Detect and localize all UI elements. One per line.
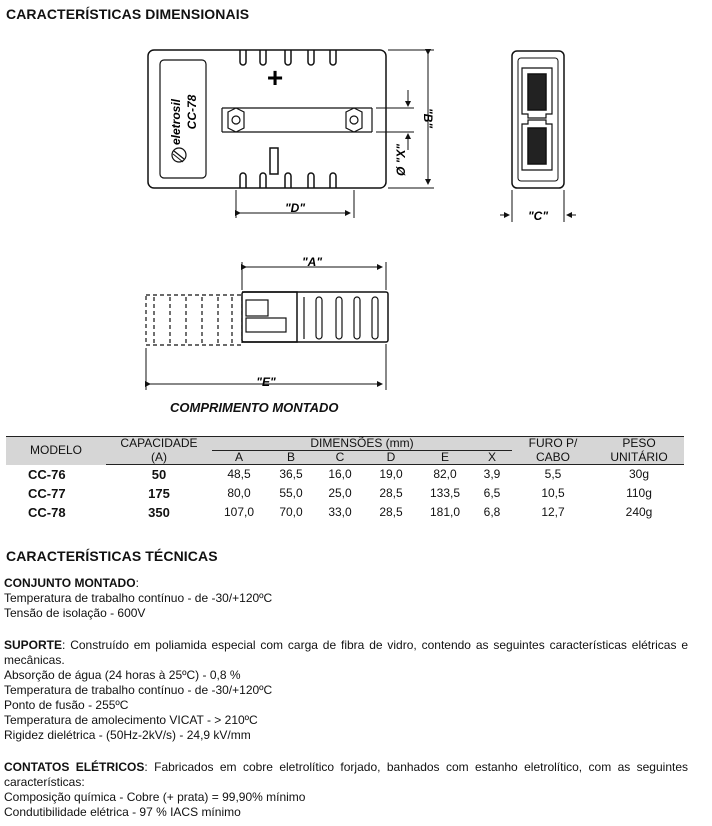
- model-label: CC-78: [185, 94, 199, 130]
- contatos-block: [4, 760, 688, 820]
- conjunto-line: Tensão de isolação - 600V: [4, 606, 146, 620]
- cell-capacidade: 50: [151, 467, 167, 482]
- cell-x: 3,9: [483, 467, 501, 481]
- table-row: [6, 484, 684, 503]
- dim-d-label: "D": [284, 201, 306, 215]
- header-modelo: MODELO: [6, 437, 106, 465]
- assembled-view: [146, 292, 388, 345]
- header-col-b: B: [266, 451, 316, 465]
- contatos-intro: : Fabricados em cobre eletrolítico forjado, banhados com estanho eletrolítico, com as seguintes características:: [4, 760, 689, 789]
- cell-a: 48,5: [227, 467, 251, 481]
- suporte-line: Absorção de água (24 horas à 25ºC) - 0,8 %: [4, 668, 241, 682]
- cell-e: 181,0: [429, 505, 461, 519]
- cell-modelo: CC-77: [28, 486, 66, 501]
- header-col-c: C: [316, 451, 364, 465]
- cell-modelo: CC-78: [28, 505, 66, 520]
- dim-c-label: "C": [527, 209, 549, 223]
- dimensions-table: [6, 436, 684, 522]
- conjunto-colon: :: [135, 576, 139, 590]
- conjunto-montado-block: [4, 576, 688, 621]
- cell-peso: 240g: [625, 505, 653, 519]
- suporte-line: Rigidez dielétrica - (50Hz-2kV/s) - 24,9 kV/mm: [4, 728, 251, 742]
- suporte-block: [4, 638, 688, 743]
- section-title-dimensional: CARACTERÍSTICAS DIMENSIONAIS: [6, 6, 250, 22]
- conjunto-line: Temperatura de trabalho contínuo - de -30/+120ºC: [4, 591, 273, 605]
- header-furo: FURO P/: [512, 437, 594, 451]
- cell-x: 6,8: [483, 505, 501, 519]
- cell-modelo: CC-76: [28, 466, 66, 482]
- cell-furo: 10,5: [541, 486, 565, 500]
- header-col-d: D: [364, 451, 418, 465]
- cell-furo: 12,7: [541, 505, 565, 519]
- header-dimensoes: DIMENSÕES (mm): [212, 437, 512, 451]
- cell-b: 55,0: [279, 486, 303, 500]
- cell-e: 133,5: [429, 486, 461, 500]
- suporte-line: Ponto de fusão - 255ºC: [4, 698, 129, 712]
- cell-peso: 110g: [626, 486, 652, 500]
- cell-c: 33,0: [328, 505, 352, 519]
- conjunto-heading: CONJUNTO MONTADO: [4, 576, 136, 590]
- contatos-line: Composição química - Cobre (+ prata) = 99,90% mínimo: [4, 790, 306, 804]
- contatos-line: Condutibilidade elétrica - 97 % IACS mínimo: [4, 805, 241, 819]
- header-furo-cabo: CABO: [512, 451, 594, 465]
- header-peso-unitario: UNITÁRIO: [594, 451, 684, 465]
- suporte-heading: SUPORTE: [4, 638, 63, 652]
- cell-e: 82,0: [433, 467, 457, 481]
- cell-capacidade: 350: [148, 505, 170, 520]
- table-row: [6, 503, 684, 522]
- cell-a: 80,0: [227, 486, 251, 500]
- header-col-x: X: [472, 451, 512, 465]
- cell-peso: 30g: [628, 467, 650, 481]
- brand-logo: eletrosil: [169, 98, 183, 146]
- plus-symbol: +: [266, 62, 284, 93]
- section-title-technical: CARACTERÍSTICAS TÉCNICAS: [6, 548, 218, 564]
- dim-e-label: "E": [256, 375, 276, 389]
- header-capacidade-unit: (A): [106, 451, 212, 465]
- dim-b-label: "B": [421, 107, 435, 129]
- suporte-intro: : Construído em poliamida especial com carga de fibra de vidro, contendo as seguintes características elétricas e mecânicas.: [4, 638, 688, 667]
- header-peso: PESO: [594, 437, 684, 451]
- header-capacidade: CAPACIDADE: [106, 437, 212, 451]
- cell-furo: 5,5: [544, 467, 562, 481]
- assembled-length-caption: COMPRIMENTO MONTADO: [170, 400, 339, 415]
- dim-x-label: Ø "X": [394, 143, 408, 177]
- dim-a-label: "A": [301, 255, 323, 269]
- cell-x: 6,5: [483, 486, 501, 500]
- cell-d: 28,5: [379, 486, 403, 500]
- cell-d: 19,0: [379, 467, 403, 481]
- cell-capacidade: 175: [148, 486, 170, 501]
- suporte-line: Temperatura de amolecimento VICAT - > 210ºC: [4, 713, 258, 727]
- table-row: [6, 465, 684, 485]
- cell-c: 25,0: [328, 486, 352, 500]
- cell-b: 36,5: [279, 467, 303, 481]
- contatos-heading: CONTATOS ELÉTRICOS: [4, 760, 145, 774]
- cell-c: 16,0: [328, 467, 352, 481]
- header-col-e: E: [418, 451, 472, 465]
- cell-a: 107,0: [223, 505, 255, 519]
- side-view: [512, 51, 564, 188]
- suporte-line: Temperatura de trabalho contínuo - de -30/+120ºC: [4, 683, 273, 697]
- header-col-a: A: [212, 451, 266, 465]
- cell-d: 28,5: [379, 505, 403, 519]
- cell-b: 70,0: [279, 505, 303, 519]
